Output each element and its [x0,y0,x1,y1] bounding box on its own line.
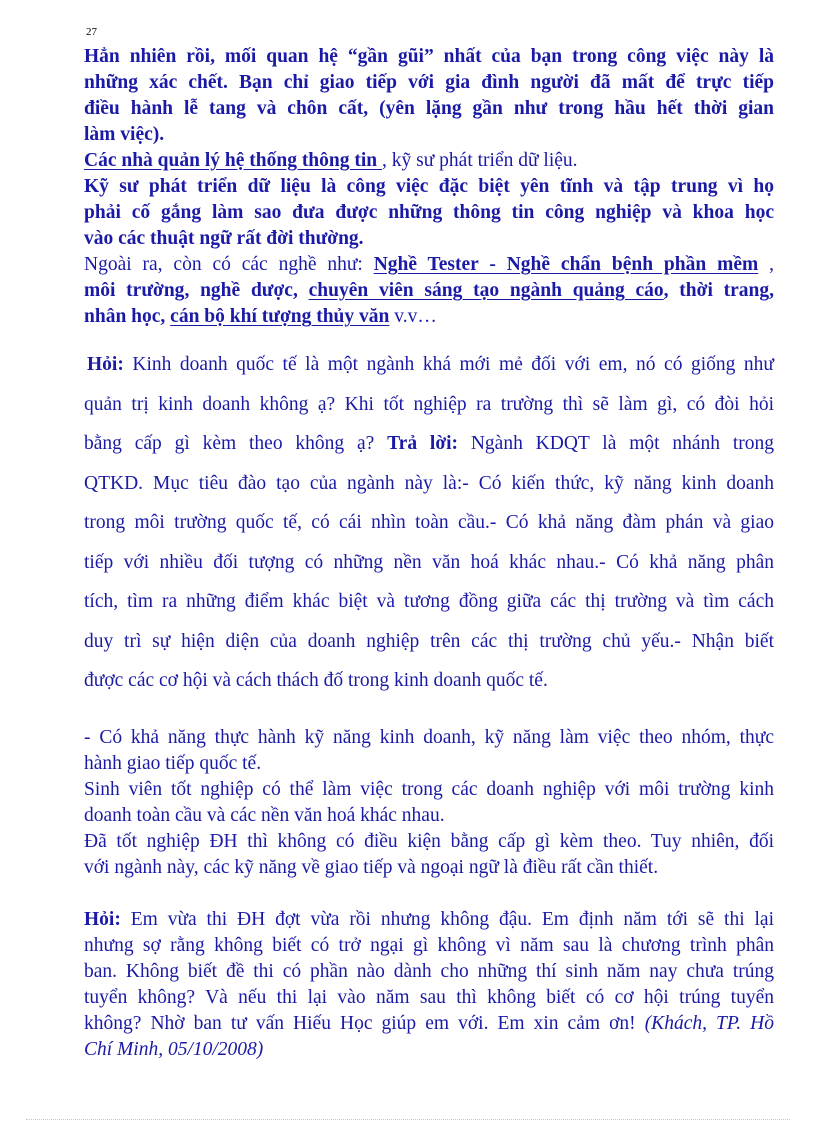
link-advertising-creative[interactable]: chuyên viên sáng tạo ngành quảng cáo [308,280,664,301]
paragraph-line: những xác chết. Bạn chỉ giao tiếp với gia đình người đã mất để trực tiếp [84,72,774,93]
paragraph-line: làm việc). [84,124,165,145]
paragraph-line: - Có khả năng thực hành kỹ năng kinh doanh, kỹ năng làm việc theo nhóm, thực [84,727,774,748]
text-span: nhân học, [84,306,171,327]
section-careers [84,44,774,330]
section-qa-retake-exam [84,907,774,1063]
paragraph-line: trong môi trường quốc tế, có cái nhìn toàn cầu.- Có khả năng đàm phán và giao [84,512,774,533]
answer-label: Trả lời: [387,433,459,454]
paragraph-line [84,1011,774,1037]
link-tester-career[interactable]: Nghề Tester - Nghề chẩn bệnh phần mềm [373,254,759,275]
text-span: không? Nhờ ban tư vấn Hiếu Học giúp em với. Em xin cảm ơn! [84,1013,645,1034]
text-span: , [758,254,774,275]
paragraph-line [84,345,774,385]
paragraph-line: Hẳn nhiên rồi, mối quan hệ “gần gũi” nhất của bạn trong công việc này là [84,46,774,67]
text-span: Ngành KDQT là một nhánh trong [458,433,774,454]
question-label: Hỏi: [87,354,124,375]
question-label: Hỏi: [84,909,121,930]
text-span: v.v… [389,306,437,327]
paragraph-line: nhưng sợ rằng không biết có trở ngại gì không vì năm sau là chương trình phân [84,935,774,956]
paragraph-line [84,252,774,278]
paragraph-line: vào các thuật ngữ rất đời thường. [84,228,364,249]
text-span: , thời trang, [663,280,774,301]
page-bottom-divider [26,1119,790,1120]
paragraph-line: điều hành lễ tang và chôn cất, (yên lặng gần như trong hầu hết thời gian [84,98,774,119]
text-span: môi trường [84,280,185,301]
link-information-systems-managers[interactable]: Các nhà quản lý hệ thống thông tin [84,150,383,171]
page-number: 27 [86,26,97,38]
paragraph-line: với ngành này, các kỹ năng về giao tiếp và ngoại ngữ là điều rất cần thiết. [84,857,659,878]
paragraph-line: tích, tìm ra những điểm khác biệt và tương đồng giữa các thị trường và tìm cách [84,591,774,612]
paragraph-line: QTKD. Mục tiêu đào tạo của ngành này là:- Có kiến thức, kỹ năng kinh doanh [84,472,774,494]
text-span: Em vừa thi ĐH đợt vừa rồi nhưng không đậu. Em định năm tới sẽ thi lại [120,909,774,930]
paragraph-line: phải cố gắng làm sao đưa được những thông tin công nghiệp và khoa học [84,202,774,223]
paragraph-line: quản trị kinh doanh không ạ? Khi tốt nghiệp ra trường thì sẽ làm gì, có đòi hỏi [84,393,774,415]
text-span: bằng cấp gì kèm theo không ạ? [84,433,388,454]
paragraph-line: doanh toàn cầu và các nền văn hoá khác nhau. [84,805,445,826]
section-skills [84,725,774,881]
paragraph-line [84,304,774,330]
section-qa-international-business [84,345,774,701]
link-hydrometeorology-officer[interactable]: cán bộ khí tượng thủy văn [170,306,390,327]
paragraph-line: Đã tốt nghiệp ĐH thì không có điều kiện bằng cấp gì kèm theo. Tuy nhiên, đối [84,831,774,852]
text-span: , kỹ sư phát triển dữ liệu. [382,150,578,171]
paragraph-line: Kỹ sư phát triển dữ liệu là công việc đặc biệt yên tĩnh và tập trung vì họ [84,176,774,197]
paragraph-line: tuyển không? Và nếu thi lại vào năm sau thì không biết có cơ hội trúng tuyển [84,987,774,1008]
paragraph-line: duy trì sự hiện diện của doanh nghiệp trên các thị trường chủ yếu.- Nhận biết [84,630,774,652]
paragraph-line [84,907,774,933]
paragraph-line: được các cơ hội và cách thách đố trong kinh doanh quốc tế. [84,670,548,691]
paragraph-line: tiếp với nhiều đối tượng có những nền văn hoá khác nhau.- Có khả năng phân [84,551,774,573]
paragraph-line [84,278,774,304]
paragraph-line [84,148,774,174]
paragraph-line: Sinh viên tốt nghiệp có thể làm việc trong các doanh nghiệp với môi trường kinh [84,779,774,800]
signature-line: Chí Minh, 05/10/2008) [84,1039,264,1060]
paragraph-line: ban. Không biết đề thi có phần nào dành cho những thí sinh năm nay chưa trúng [84,961,774,982]
paragraph-line: hành giao tiếp quốc tế. [84,753,262,774]
signature: (Khách, TP. Hồ [644,1013,774,1034]
text-span: Kinh doanh quốc tế là một ngành khá mới mẻ đối với em, nó có giống như [123,354,774,375]
text-span: , nghề dược, [184,280,309,301]
text-span: Ngoài ra, còn có các nghề như: [84,254,374,275]
paragraph-line [84,424,774,464]
